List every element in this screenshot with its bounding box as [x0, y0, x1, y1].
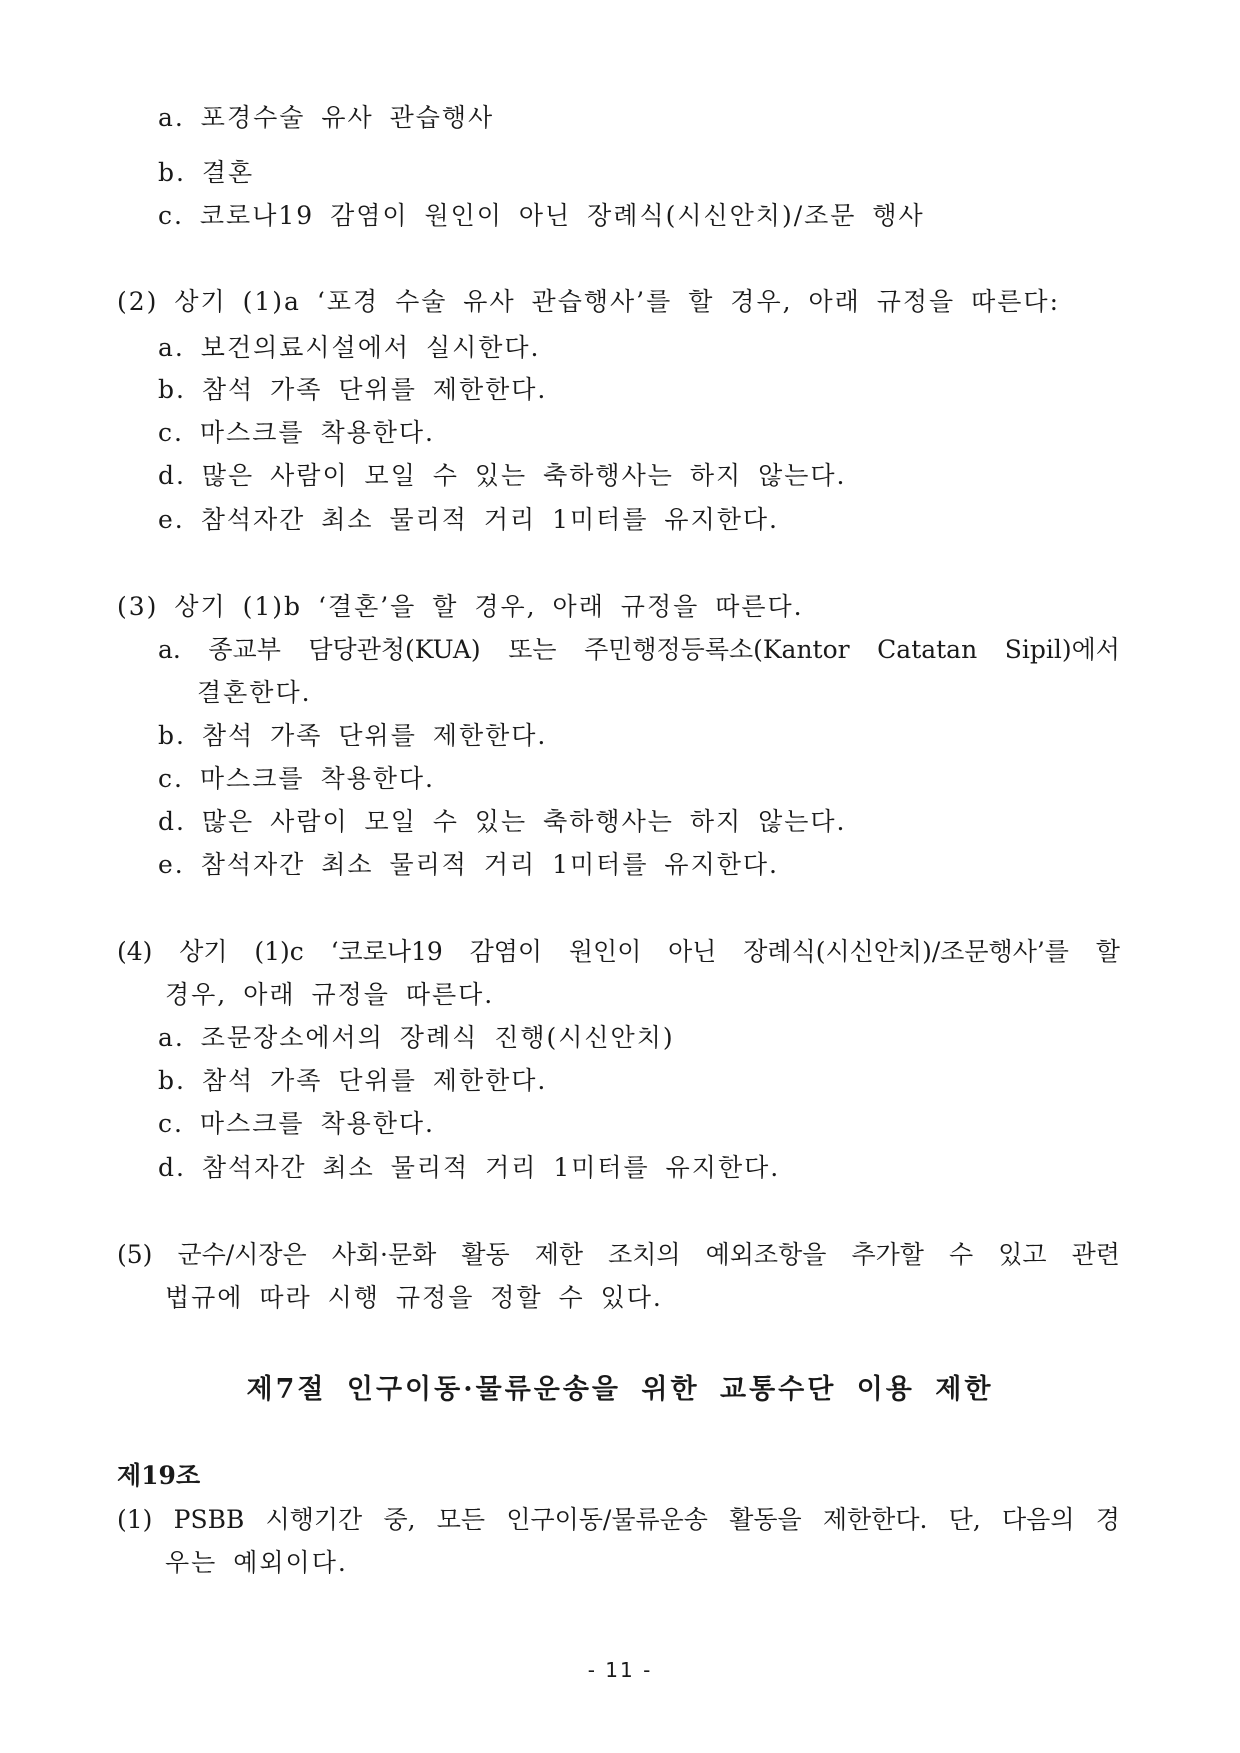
clause-4-item-b: b. 참석 가족 단위를 제한한다. — [158, 1066, 548, 1095]
word: (5) — [117, 1240, 153, 1269]
clause-3-item-e: e. 참석자간 최소 물리적 거리 1미터를 유지한다. — [158, 850, 779, 879]
list-item-1b: b. 결혼 — [158, 158, 255, 187]
word: 예외조항을 — [705, 1240, 827, 1269]
article-19-clause-1-continued: 우는 예외이다. — [165, 1548, 348, 1577]
word: 사회·문화 — [331, 1240, 437, 1269]
word: 조치의 — [608, 1240, 681, 1269]
word: 할 — [1095, 937, 1120, 966]
clause-3-intro: (3) 상기 (1)b ‘결혼’을 할 경우, 아래 규정을 따른다. — [117, 592, 804, 621]
clause-2-item-a: a. 보건의료시설에서 실시한다. — [158, 333, 541, 362]
word: 상기 — [179, 937, 228, 966]
clause-4-item-d: d. 참석자간 최소 물리적 거리 1미터를 유지한다. — [158, 1153, 781, 1182]
clause-3-item-c: c. 마스크를 착용한다. — [158, 764, 435, 793]
clause-4-item-a: a. 조문장소에서의 장례식 진행(시신안치) — [158, 1023, 675, 1052]
clause-5 — [117, 1237, 1120, 1273]
clause-2-item-b: b. 참석 가족 단위를 제한한다. — [158, 375, 548, 404]
clause-3-item-d: d. 많은 사람이 모일 수 있는 축하행사는 하지 않는다. — [158, 807, 847, 836]
word: 다음의 — [1002, 1505, 1075, 1534]
clause-4-item-c: c. 마스크를 착용한다. — [158, 1109, 435, 1138]
article-heading: 제19조 — [117, 1461, 201, 1490]
clause-4-intro-continued: 경우, 아래 규정을 따른다. — [165, 980, 495, 1009]
word: 주민행정등록소(Kantor — [584, 635, 850, 664]
word: 원인이 — [568, 937, 642, 966]
word: 중, — [383, 1505, 416, 1534]
article-19-clause-1 — [117, 1502, 1120, 1538]
list-item-1a: a. 포경수술 유사 관습행사 — [158, 103, 495, 132]
word: 인구이동/물류운송 — [506, 1505, 708, 1534]
word: 관련 — [1071, 1240, 1120, 1269]
word: Sipil)에서 — [1004, 635, 1120, 664]
word: 제한 — [534, 1240, 584, 1269]
word: (1) — [117, 1505, 153, 1534]
word: 장례식(시신안치)/조문행사’를 — [743, 937, 1069, 966]
section-heading: 제7절 인구이동·물류운송을 위한 교통수단 이용 제한 — [246, 1374, 994, 1405]
word: 모든 — [436, 1505, 486, 1534]
clause-4-intro — [117, 934, 1120, 970]
word: 수 — [948, 1240, 974, 1269]
word: PSBB — [173, 1505, 245, 1534]
clause-5-continued: 법규에 따라 시행 규정을 정할 수 있다. — [165, 1283, 663, 1312]
clause-3-item-a-continued: 결혼한다. — [197, 678, 312, 707]
word: Catatan — [877, 635, 978, 664]
word: 단, — [948, 1505, 981, 1534]
word: 활동을 — [729, 1505, 802, 1534]
word: 경 — [1095, 1505, 1120, 1534]
clause-2-item-d: d. 많은 사람이 모일 수 있는 축하행사는 하지 않는다. — [158, 461, 847, 490]
word: ‘코로나19 — [330, 937, 443, 966]
page-number: - 11 - — [587, 1658, 653, 1682]
word: (1)c — [254, 937, 304, 966]
word: 제한한다. — [822, 1505, 928, 1534]
word: 아닌 — [668, 937, 717, 966]
clause-2-item-c: c. 마스크를 착용한다. — [158, 418, 435, 447]
list-item-1c: c. 코로나19 감염이 원인이 아닌 장례식(시신안치)/조문 행사 — [158, 201, 925, 230]
word: 감염이 — [469, 937, 543, 966]
clause-3-item-a — [158, 632, 1120, 668]
clause-3-item-b: b. 참석 가족 단위를 제한한다. — [158, 721, 548, 750]
word: 종교부 — [208, 635, 281, 664]
word: (4) — [117, 937, 153, 966]
clause-2-intro: (2) 상기 (1)a ‘포경 수술 유사 관습행사’를 할 경우, 아래 규정을 따른다: — [117, 287, 1061, 316]
word: 추가할 — [851, 1240, 924, 1269]
word: 활동 — [461, 1240, 510, 1269]
clause-2-item-e: e. 참석자간 최소 물리적 거리 1미터를 유지한다. — [158, 505, 779, 534]
word: 담당관청(KUA) — [308, 635, 481, 664]
word: 시행기간 — [265, 1505, 363, 1534]
word: a. — [158, 635, 181, 664]
word: 있고 — [998, 1240, 1047, 1269]
word: 군수/시장은 — [177, 1240, 307, 1269]
word: 또는 — [508, 635, 557, 664]
